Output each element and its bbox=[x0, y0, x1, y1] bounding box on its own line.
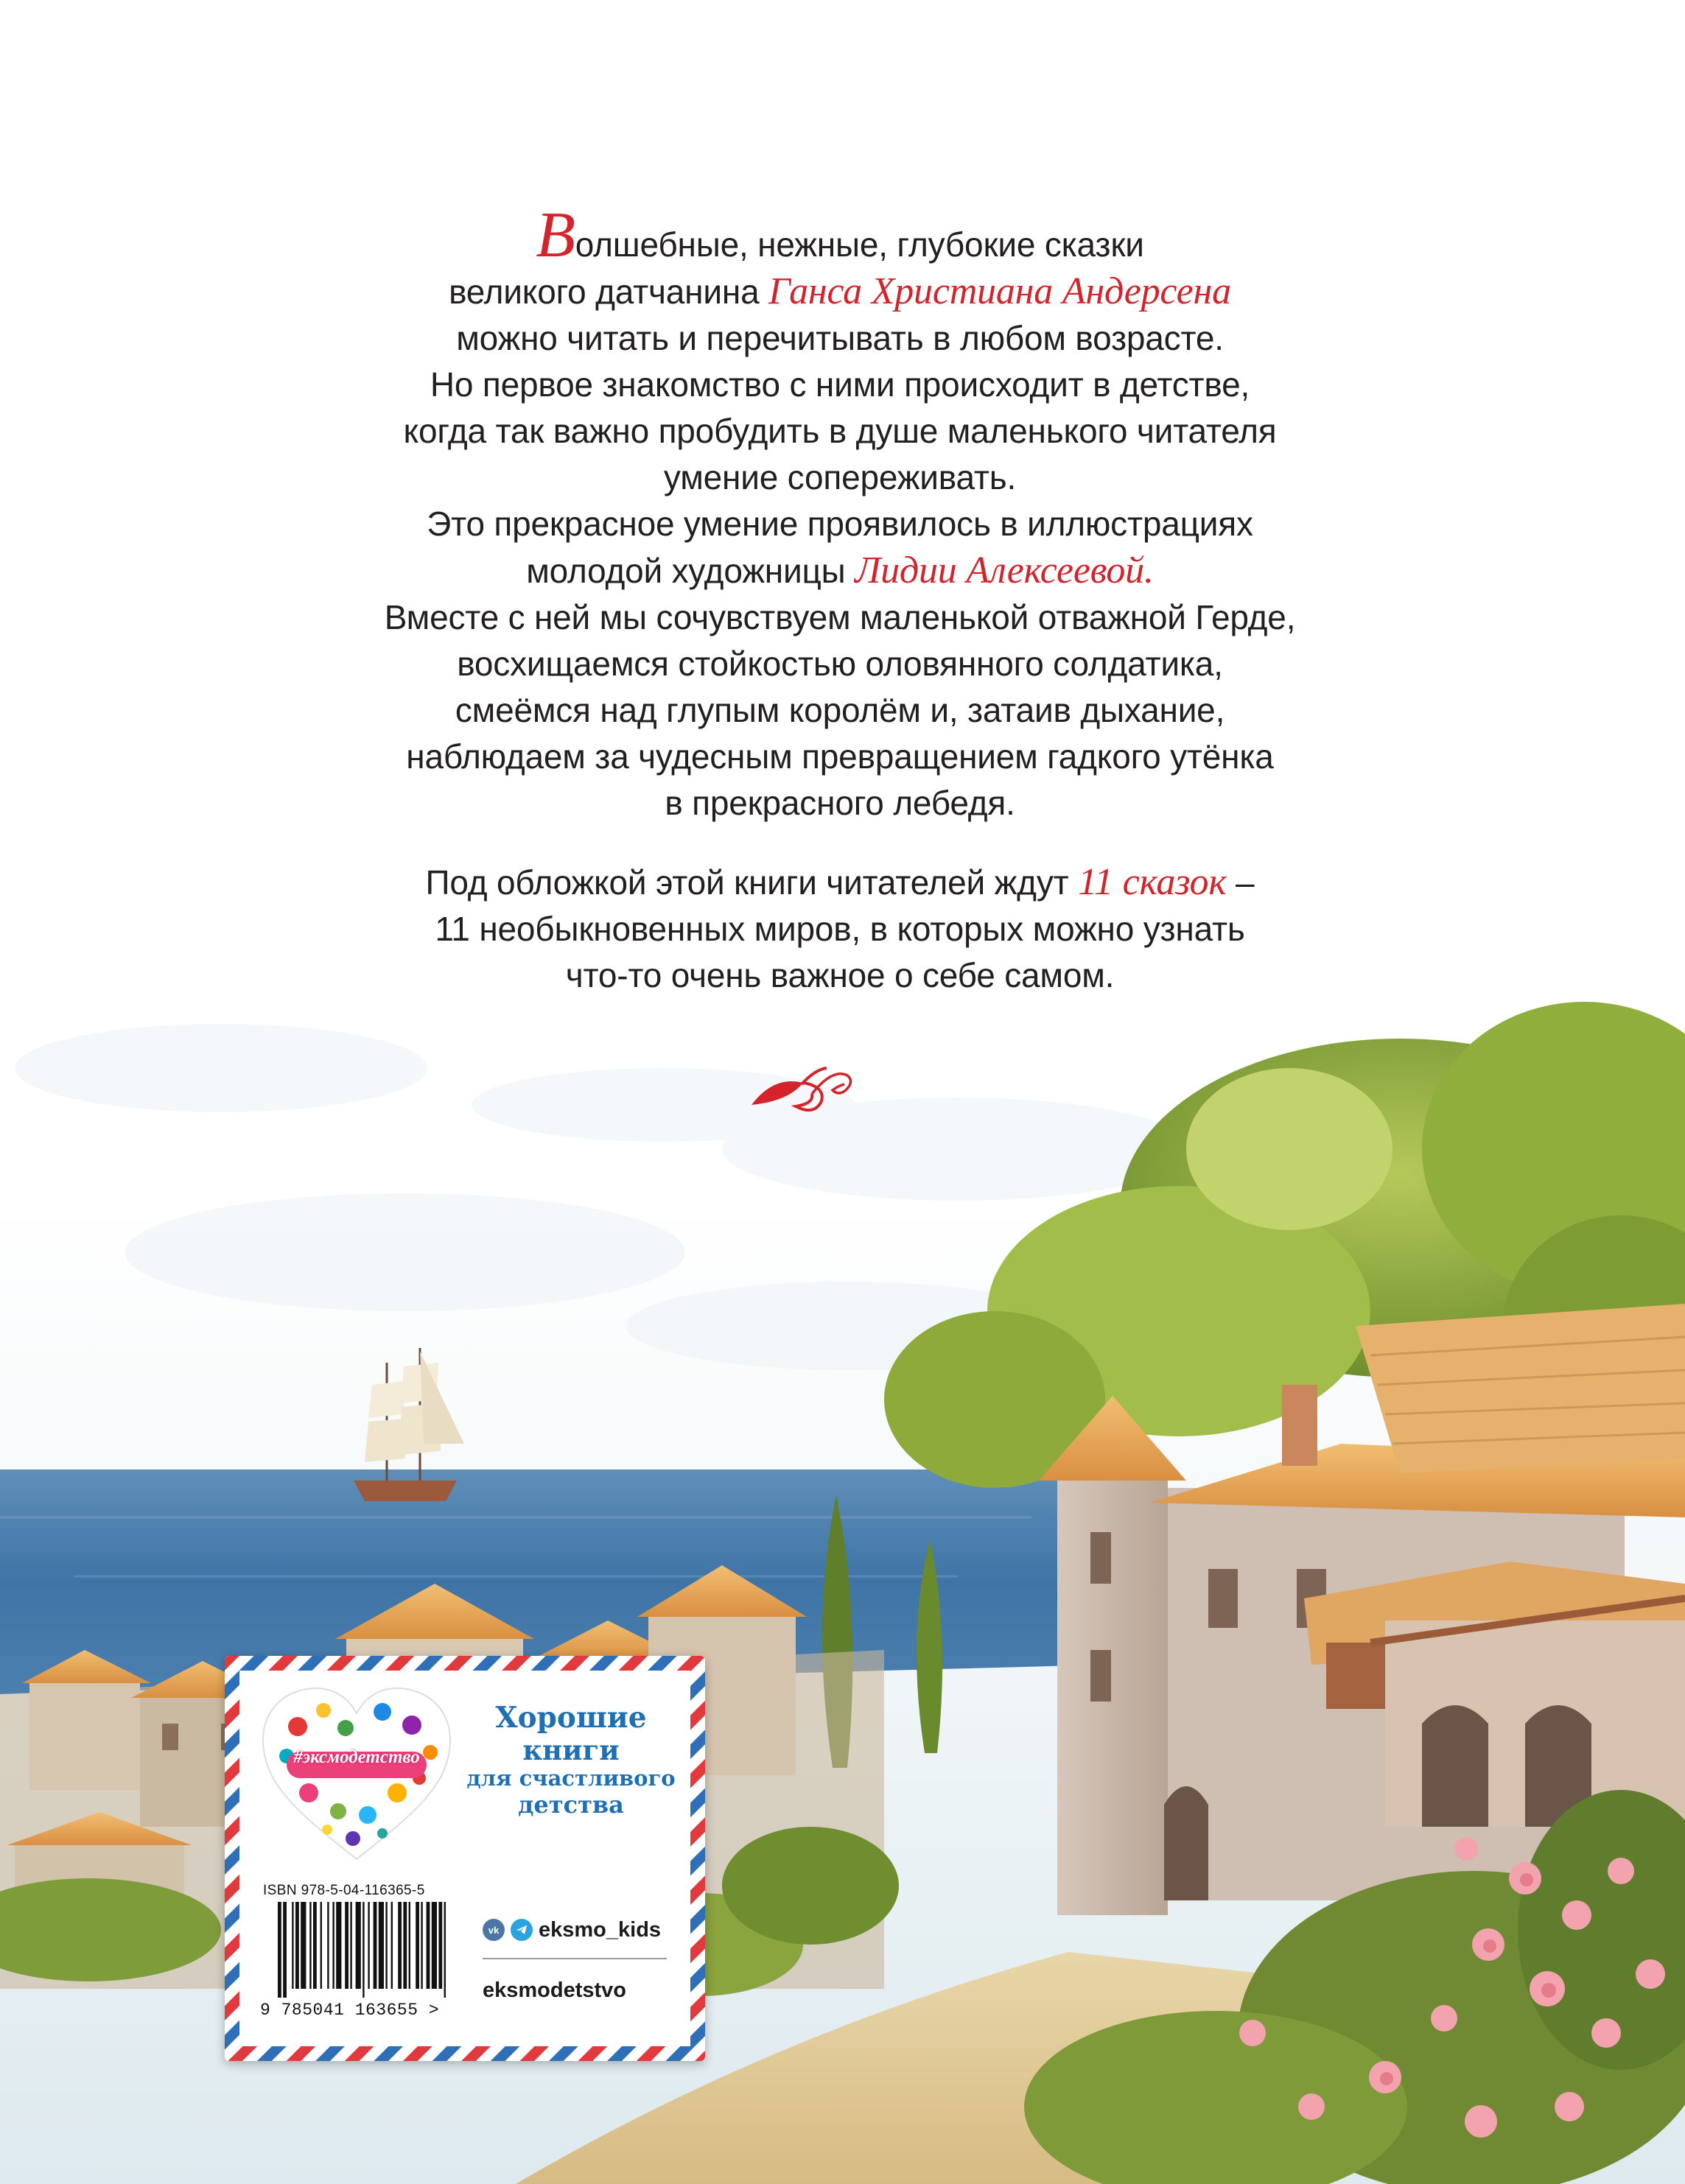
sticker-content bbox=[239, 1671, 690, 2046]
blurb-line-2: великого датчанина Ганса Христиана Андерсена bbox=[449, 270, 1231, 312]
slogan-line-4: детства bbox=[518, 1790, 624, 1819]
barcode-bar bbox=[350, 1902, 351, 1989]
blurb-paragraph-1 bbox=[221, 200, 1459, 826]
barcode-bar bbox=[432, 1902, 437, 1989]
barcode-bar bbox=[374, 1902, 377, 1989]
blurb-line-12: наблюдаем за чудесным превращением гадкого утёнка bbox=[406, 737, 1274, 776]
barcode-bar bbox=[379, 1902, 384, 1989]
slogan-line-1: Хорошие bbox=[495, 1701, 647, 1735]
barcode-bar bbox=[356, 1902, 361, 1989]
barcode-bar bbox=[403, 1902, 407, 1989]
barcode-bar bbox=[336, 1902, 341, 1989]
author-name: Ганса Христиана Андерсена bbox=[768, 270, 1231, 312]
barcode-bar bbox=[409, 1902, 410, 1989]
leaf-ornament-icon bbox=[744, 1061, 855, 1120]
barcode-bar bbox=[421, 1902, 422, 1989]
barcode-bar bbox=[416, 1902, 419, 1989]
social-divider bbox=[483, 1958, 667, 1959]
barcode-bar bbox=[345, 1902, 348, 1989]
social-row-detstvo bbox=[483, 1974, 682, 2006]
barcode-bar bbox=[292, 1902, 293, 1989]
publisher-sticker bbox=[225, 1656, 705, 2061]
isbn-label: ISBN 978-5-04-116365-5 bbox=[263, 1883, 425, 1898]
barcode-bar bbox=[385, 1902, 387, 1989]
social-handle-detstvo[interactable]: eksmodetstvo bbox=[483, 1978, 627, 2002]
barcode-bar bbox=[398, 1902, 402, 1989]
drop-cap: В bbox=[536, 200, 575, 271]
blurb-paragraph-2 bbox=[221, 859, 1459, 999]
barcode-bar bbox=[444, 1902, 446, 1998]
barcode-bar bbox=[332, 1902, 334, 1989]
blurb-line-8: молодой художницы Лидии Алексеевой. bbox=[526, 549, 1154, 591]
blurb-line-13: в прекрасного лебедя. bbox=[665, 784, 1015, 822]
telegram-icon bbox=[511, 1919, 533, 1941]
blurb-line-3: можно читать и перечитывать в любом возрасте. bbox=[456, 319, 1224, 357]
barcode-bar bbox=[295, 1902, 299, 1989]
blurb-line-1: Волшебные, нежные, глубокие сказки bbox=[536, 200, 1144, 271]
barcode-bar bbox=[278, 1902, 281, 1998]
hashtag-label: #эксмодетство bbox=[293, 1747, 420, 1767]
barcode-bar bbox=[301, 1902, 306, 1989]
barcode-bar bbox=[283, 1902, 287, 1998]
barcode bbox=[278, 1902, 503, 1998]
blurb-line-6: умение сопереживать. bbox=[663, 458, 1017, 496]
barcode-bar bbox=[320, 1902, 322, 1989]
barcode-bar bbox=[309, 1902, 311, 1989]
publisher-slogan bbox=[460, 1702, 682, 1819]
social-links bbox=[483, 1914, 682, 2006]
closing-line-1: Под обложкой этой книги читателей ждут 11 сказок – bbox=[425, 861, 1255, 903]
back-cover-blurb bbox=[221, 200, 1459, 999]
blurb-line-4: Но первое знакомство с ними происходит в детстве, bbox=[430, 365, 1250, 404]
blurb-line-9: Вместе с ней мы сочувствуем маленькой отважной Герде, bbox=[384, 598, 1296, 636]
closing-line-2: 11 необыкновенных миров, в которых можно узнать bbox=[435, 910, 1245, 948]
barcode-bar bbox=[313, 1902, 317, 1989]
slogan-line-3: для счастливого bbox=[466, 1766, 676, 1791]
barcode-bar bbox=[327, 1902, 329, 1989]
closing-line-3: что-то очень важное о себе самом. bbox=[565, 956, 1115, 994]
blurb-line-10: восхищаемся стойкостью оловянного солдатика, bbox=[457, 645, 1223, 683]
barcode-bar bbox=[362, 1902, 364, 1998]
social-row-kids bbox=[483, 1914, 682, 1946]
vk-icon: vk bbox=[483, 1919, 505, 1941]
barcode-bar bbox=[391, 1902, 393, 1989]
blurb-line-11: смеёмся над глупым королём и, затаив дыхание, bbox=[455, 691, 1225, 729]
barcode-bar bbox=[438, 1902, 442, 1989]
social-handle-kids[interactable]: eksmo_kids bbox=[539, 1917, 662, 1942]
heart-logo-icon bbox=[257, 1682, 456, 1865]
blurb-line-5: когда так важно пробудить в душе маленького читателя bbox=[403, 412, 1277, 450]
barcode-bar bbox=[427, 1902, 430, 1989]
barcode-bar bbox=[368, 1902, 369, 1989]
barcode-digits: 9 785041 163655 > bbox=[260, 2001, 440, 2020]
slogan-line-2: книги bbox=[522, 1734, 620, 1767]
illustrator-name: Лидии Алексеевой. bbox=[855, 549, 1154, 591]
tales-count: 11 сказок bbox=[1078, 861, 1227, 903]
blurb-line-7: Это прекрасное умение проявилось в иллюстрациях bbox=[427, 505, 1253, 543]
